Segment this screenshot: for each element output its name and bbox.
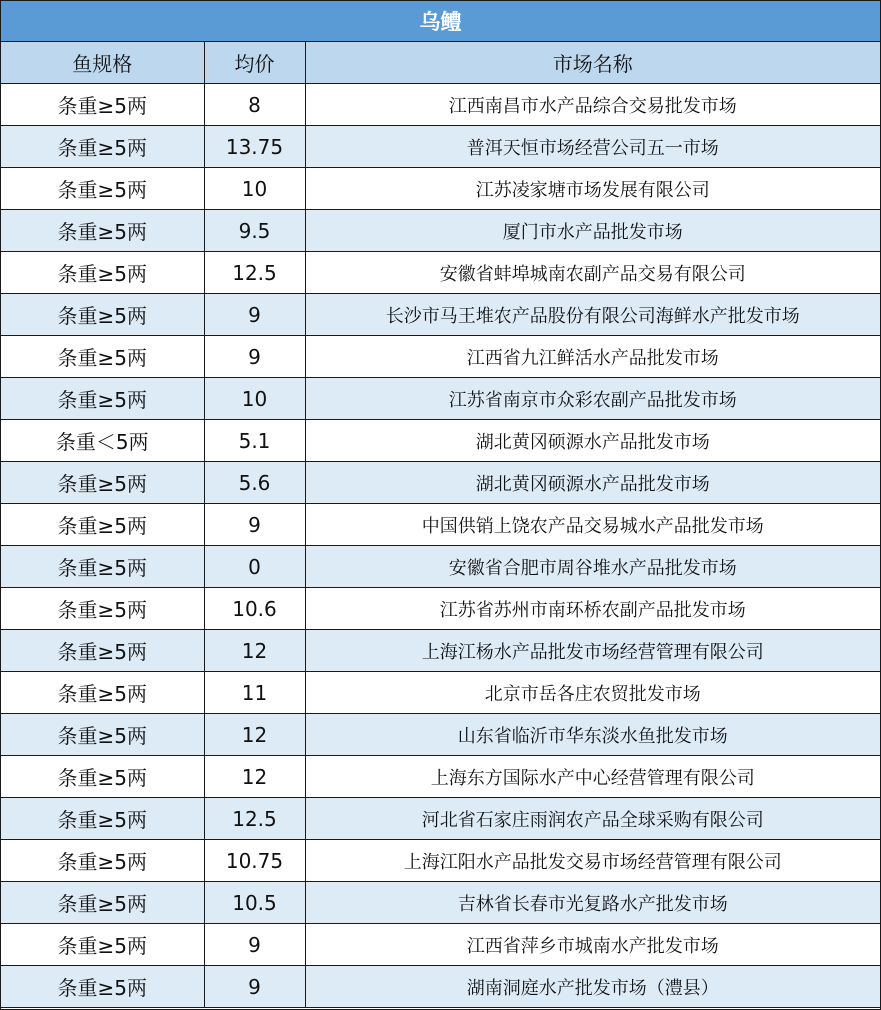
cell-spec: 条重≥5两 [1,336,204,378]
table-row [1,462,880,504]
cell-price: 5.1 [204,420,305,462]
table-title: 乌鳢 [1,1,880,42]
cell-price: 12 [204,756,305,798]
cell-market: 中国供销上饶农产品交易城水产品批发市场 [305,504,880,546]
cell-spec: 条重≥5两 [1,84,204,126]
cell-market: 山东省临沂市华东淡水鱼批发市场 [305,714,880,756]
cell-price: 8 [204,84,305,126]
table-row [1,168,880,210]
cell-market: 安徽省蚌埠城南农副产品交易有限公司 [305,252,880,294]
table-row [1,798,880,840]
cell-price: 12.5 [204,252,305,294]
table-row [1,336,880,378]
cell-price: 0 [204,546,305,588]
cell-market: 吉林省长春市光复路水产批发市场 [305,882,880,924]
cell-market: 湖北黄冈硕源水产品批发市场 [305,462,880,504]
table-row [1,546,880,588]
cell-market: 湖南洞庭水产批发市场（澧县） [305,966,880,1008]
table-row [1,840,880,882]
cell-price: 9 [204,504,305,546]
cell-price: 10 [204,168,305,210]
table-row [1,504,880,546]
cell-spec: 条重≥5两 [1,168,204,210]
cell-price: 5.6 [204,462,305,504]
table-row [1,252,880,294]
cell-price: 9.5 [204,210,305,252]
table-row [1,630,880,672]
cell-market: 江西南昌市水产品综合交易批发市场 [305,84,880,126]
table-row [1,126,880,168]
cell-spec: 条重≥5两 [1,756,204,798]
cell-market: 普洱天恒市场经营公司五一市场 [305,126,880,168]
cell-market: 上海东方国际水产中心经营管理有限公司 [305,756,880,798]
cell-price: 12 [204,714,305,756]
cell-spec: 条重≥5两 [1,294,204,336]
cell-price: 9 [204,336,305,378]
cell-spec: 条重≥5两 [1,966,204,1008]
cell-spec: 条重≥5两 [1,882,204,924]
cell-spec: 条重≥5两 [1,252,204,294]
header-market: 市场名称 [305,42,880,84]
table-row [1,84,880,126]
cell-price: 12 [204,630,305,672]
cell-price: 10.6 [204,588,305,630]
cell-spec: 条重≥5两 [1,546,204,588]
cell-spec: 条重≥5两 [1,504,204,546]
table-row [1,420,880,462]
cell-price: 10 [204,378,305,420]
table-row [1,378,880,420]
cell-spec: 条重≥5两 [1,126,204,168]
cell-price: 10.75 [204,840,305,882]
table-row [1,588,880,630]
cell-market: 江苏省苏州市南环桥农副产品批发市场 [305,588,880,630]
cell-spec: 条重＜5两 [1,420,204,462]
cell-price: 10.5 [204,882,305,924]
cell-spec: 条重≥5两 [1,924,204,966]
cell-market: 江西省九江鲜活水产品批发市场 [305,336,880,378]
cell-market: 江西省萍乡市城南水产批发市场 [305,924,880,966]
cell-price: 9 [204,294,305,336]
table-row [1,294,880,336]
cell-market: 河北省石家庄雨润农产品全球采购有限公司 [305,798,880,840]
cell-price: 12.5 [204,798,305,840]
table-row [1,882,880,924]
cell-spec: 条重≥5两 [1,588,204,630]
cell-market: 江苏凌家塘市场发展有限公司 [305,168,880,210]
cell-market: 厦门市水产品批发市场 [305,210,880,252]
cell-price: 9 [204,924,305,966]
cell-spec: 条重≥5两 [1,210,204,252]
cell-spec: 条重≥5两 [1,630,204,672]
cell-price: 13.75 [204,126,305,168]
header-price: 均价 [204,42,305,84]
cell-market: 江苏省南京市众彩农副产品批发市场 [305,378,880,420]
header-row [1,42,880,84]
cell-spec: 条重≥5两 [1,672,204,714]
cell-price: 9 [204,966,305,1008]
cell-spec: 条重≥5两 [1,378,204,420]
cell-market: 湖北黄冈硕源水产品批发市场 [305,420,880,462]
table-row [1,924,880,966]
cell-spec: 条重≥5两 [1,462,204,504]
table-row [1,966,880,1008]
cell-spec: 条重≥5两 [1,840,204,882]
cell-spec: 条重≥5两 [1,714,204,756]
cell-market: 安徽省合肥市周谷堆水产品批发市场 [305,546,880,588]
table-row [1,210,880,252]
price-grid [1,42,880,1008]
cell-market: 北京市岳各庄农贸批发市场 [305,672,880,714]
table-row [1,672,880,714]
cell-market: 上海江阳水产品批发交易市场经营管理有限公司 [305,840,880,882]
cell-price: 11 [204,672,305,714]
header-spec: 鱼规格 [1,42,204,84]
cell-market: 上海江杨水产品批发市场经营管理有限公司 [305,630,880,672]
table-row [1,714,880,756]
cell-spec: 条重≥5两 [1,798,204,840]
cell-market: 长沙市马王堆农产品股份有限公司海鲜水产批发市场 [305,294,880,336]
table-row [1,756,880,798]
